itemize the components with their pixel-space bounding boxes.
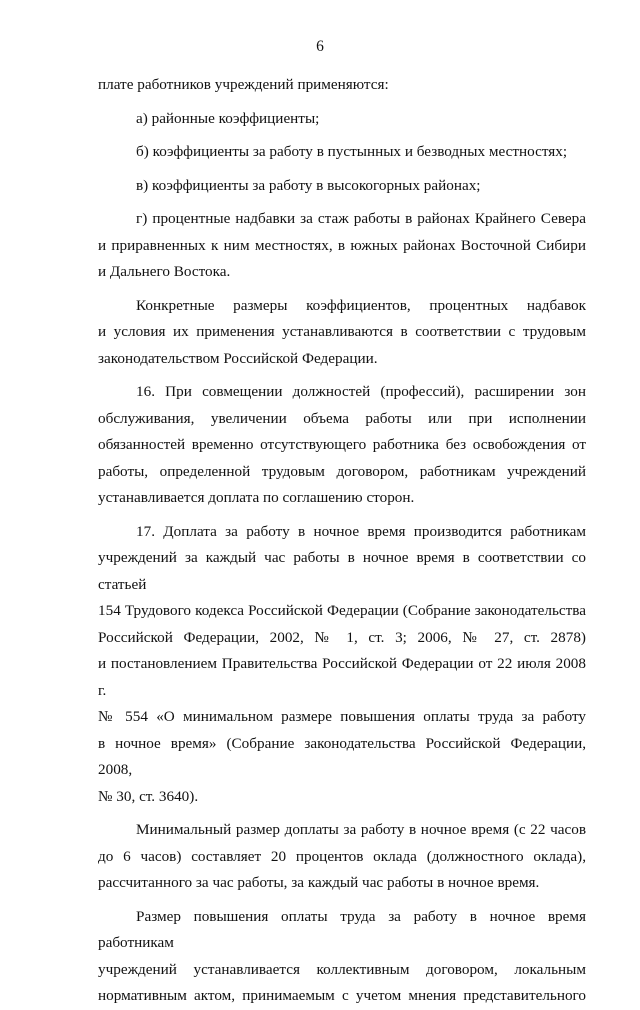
text-line: и приравненных к ним местностях, в южных районах Восточной Сибири [98,236,586,254]
page-number: 6 [316,38,324,55]
text-line: № 554 «О минимальном размере повышения оплаты труда за работу [98,708,586,725]
text-line: рассчитанного за час работы, за каждый час работы в ночное время. [98,874,540,891]
text-line: обязанностей временно отсутствующего работника без освобождения от [98,436,586,453]
text-line: а) районные коэффициенты; [136,109,320,127]
text-line: до 6 часов) составляет 20 процентов оклада (должностного оклада), [98,847,586,865]
text-line: устанавливается доплата по соглашению сторон. [98,489,415,506]
text-line: Конкретные размеры коэффициентов, процентных надбавок [136,296,586,314]
text-line: б) коэффициенты за работу в пустынных и безводных местностях; [136,143,568,160]
text-line: в ночное время» (Собрание законодательства Российской Федерации, 2008, [98,734,586,778]
text-line: Российской Федерации, 2002, № 1, ст. 3; 2006, № 27, ст. 2878) [98,628,586,646]
text-line: учреждений устанавливается коллективным договором, локальным [98,960,586,978]
text-line: 16. При совмещении должностей (профессий), расширении зон [136,383,586,400]
text-line: № 30, ст. 3640). [98,787,199,805]
document-body [98,72,586,1010]
text-line: работы, определенной трудовым договором, работникам учреждений [98,462,586,480]
text-line: 154 Трудового кодекса Российской Федерации (Собрание законодательства [98,602,586,619]
text-line: 17. Доплата за работу в ночное время производится работникам [136,522,586,540]
text-line: и Дальнего Востока. [98,263,231,280]
text-line: в) коэффициенты за работу в высокогорных районах; [136,176,481,194]
text-line: Размер повышения оплаты труда за работу в ночное время работникам [98,907,586,951]
text-line: законодательством Российской Федерации. [98,349,378,367]
text-line: и условия их применения устанавливаются в соответствии с трудовым [98,323,586,340]
text-line: г) процентные надбавки за стаж работы в районах Крайнего Севера [136,210,586,227]
text-line: учреждений за каждый час работы в ночное время в соответствии со статьей [98,549,586,593]
text-line: плате работников учреждений применяются: [98,76,389,93]
text-line: нормативным актом, принимаемым с учетом мнения представительного [98,987,586,1004]
text-line: и постановлением Правительства Российской Федерации от 22 июля 2008 г. [98,655,586,699]
text-line: обслуживания, увеличении объема работы или при исполнении [98,409,586,427]
text-line: Минимальный размер доплаты за работу в ночное время (с 22 часов [136,821,586,838]
